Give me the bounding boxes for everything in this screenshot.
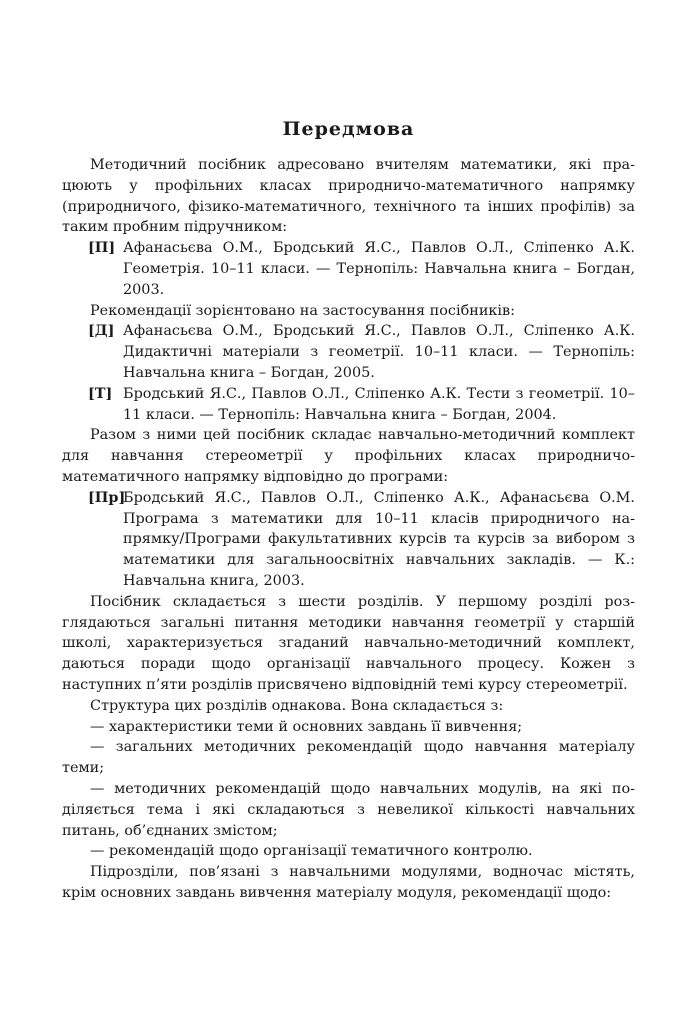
list-item: — методичних рекомендацій щодо навчальних модулів, на які поділяється тема і які складаються з невеликої кількості навчальних питань, об’єднаних змістом; bbox=[62, 780, 635, 839]
reference-tag: [Пр] bbox=[88, 488, 126, 506]
reference-text: Бродський Я.С., Павлов О.Л., Сліпенко А.К., Афанасьєва О.М. Програма з математики для 10–11 класів природничого напрямку/Програми факультативних курсів та курсів за вибором з математики для загальноосвітніх навчальних закладів. — К.: Навчальна книга, 2003. bbox=[123, 489, 635, 589]
list-item: — загальних методичних рекомендацій щодо навчання матеріалу теми; bbox=[62, 739, 635, 777]
reference-tests bbox=[88, 384, 635, 426]
reference-text: Афанасьєва О.М., Бродський Я.С., Павлов О.Л., Сліпенко А.К. Геометрія. 10–11 класи. — Тернопіль: Навчальна книга – Богдан, 2003. bbox=[123, 240, 635, 298]
reference-didactic bbox=[88, 321, 635, 383]
paragraph-recommendations: Рекомендації зорієнтовано на застосування посібників: bbox=[90, 302, 515, 319]
reference-text: Афанасьєва О.М., Бродський Я.С., Павлов О.Л., Сліпенко А.К. Дидактичні матеріали з геометрії. 10–11 класи. — Тернопіль: Навчальна книга – Богдан, 2005. bbox=[123, 323, 635, 381]
reference-tag: [Д] bbox=[88, 322, 115, 340]
reference-tag: [П] bbox=[88, 239, 116, 257]
paragraph-subsections: Підрозділи, пов’язані з навчальними модулями, водночас містять, крім основних завдань вивчення матеріалу модуля, рекомендації щодо: bbox=[62, 864, 635, 901]
reference-program bbox=[88, 488, 635, 592]
paragraph-complex: Разом з ними цей посібник складає навчально-методичний комплект для навчання стереометрії у профільних класах природничо-математичного напрямку відповідно до програми: bbox=[62, 427, 635, 485]
paragraph-structure-intro: Структура цих розділів однакова. Вона складається з: bbox=[90, 697, 504, 714]
reference-textbook bbox=[88, 238, 635, 300]
reference-tag: [Т] bbox=[88, 384, 113, 402]
list-item: — рекомендацій щодо організації тематичного контролю. bbox=[90, 843, 533, 860]
list-item: — характеристики теми й основних завдань її вивчення; bbox=[90, 718, 523, 735]
paragraph-intro: Методичний посібник адресовано вчителям математики, які працюють у профільних класах природничо-математичного напрямку (природничого, фізико-математичного, технічного та інших профілів) за таким пробним підручником: bbox=[62, 157, 635, 236]
paragraph-structure-overview: Посібник складається з шести розділів. У першому розділі розглядаються загальні питання методики навчання геометрії у старшій школі, характеризується згаданий навчально-методичний комплект, даються поради щодо організації навчального процесу. Кожен з наступних п’яти розділів присвячено відповідній темі курсу стереометрії. bbox=[62, 593, 635, 693]
page-title: Передмова bbox=[282, 118, 415, 140]
reference-text: Бродський Я.С., Павлов О.Л., Сліпенко А.К. Тести з геометрії. 10–11 класи. — Тернопіль: Навчальна книга – Богдан, 2004. bbox=[123, 385, 635, 423]
